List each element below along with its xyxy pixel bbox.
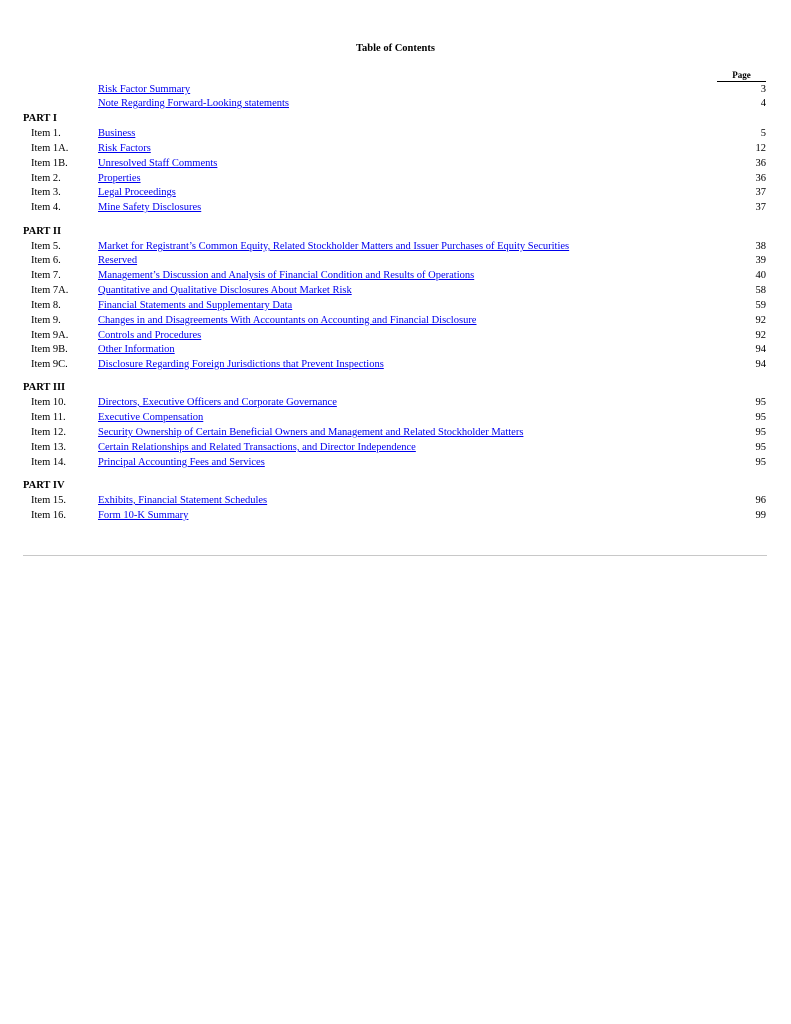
toc-page-number: 95 xyxy=(755,412,766,423)
toc-link[interactable]: Principal Accounting Fees and Services xyxy=(98,457,265,468)
item-number: Item 1B. xyxy=(31,158,68,169)
toc-row xyxy=(0,201,791,215)
item-number: Item 1A. xyxy=(31,143,69,154)
item-number: Item 5. xyxy=(31,241,61,252)
toc-page-number: 92 xyxy=(755,330,766,341)
item-number: Item 9B. xyxy=(31,344,68,355)
toc-row xyxy=(0,426,791,440)
toc-link[interactable]: Mine Safety Disclosures xyxy=(98,202,202,213)
toc-link-risk-factor-summary[interactable]: Risk Factor Summary xyxy=(98,84,191,95)
toc-row xyxy=(0,269,791,283)
toc-row xyxy=(0,509,791,523)
toc-page-number: 36 xyxy=(755,173,766,184)
toc-page-number: 95 xyxy=(755,397,766,408)
toc-link[interactable]: Market for Registrant’s Common Equity, Related Stockholder Matters and Issuer Purchases of Equity Securities xyxy=(98,241,570,252)
toc-page-number: 96 xyxy=(755,495,766,506)
item-number: Item 1. xyxy=(31,128,61,139)
toc-row xyxy=(0,186,791,200)
toc-row xyxy=(0,254,791,268)
toc-link-forward-looking[interactable]: Note Regarding Forward-Looking statements xyxy=(98,98,289,109)
toc-link[interactable]: Executive Compensation xyxy=(98,412,204,423)
toc-page-number: 4 xyxy=(760,98,766,109)
toc-row xyxy=(0,127,791,141)
item-number: Item 12. xyxy=(31,427,66,438)
item-number: Item 15. xyxy=(31,495,66,506)
toc-page-number: 95 xyxy=(755,457,766,468)
page-divider xyxy=(23,555,767,556)
item-number: Item 7A. xyxy=(31,285,69,296)
toc-link[interactable]: Directors, Executive Officers and Corporate Governance xyxy=(98,397,337,408)
toc-link[interactable]: Exhibits, Financial Statement Schedules xyxy=(98,495,268,506)
item-number: Item 9C. xyxy=(31,359,68,370)
toc-row xyxy=(0,83,791,97)
toc-link[interactable]: Reserved xyxy=(98,255,138,266)
item-number: Item 4. xyxy=(31,202,61,213)
page-title: Table of Contents xyxy=(356,43,435,54)
toc-row xyxy=(0,314,791,328)
toc-row xyxy=(0,240,791,254)
toc-row xyxy=(0,172,791,186)
item-number: Item 3. xyxy=(31,187,61,198)
toc-row xyxy=(0,358,791,372)
toc-link[interactable]: Disclosure Regarding Foreign Jurisdictions that Prevent Inspections xyxy=(98,359,384,370)
toc-page-number: 92 xyxy=(755,315,766,326)
item-number: Item 9. xyxy=(31,315,61,326)
part-heading: PART I xyxy=(23,113,57,124)
toc-link[interactable]: Security Ownership of Certain Beneficial Owners and Management and Related Stockholder Matters xyxy=(98,427,524,438)
toc-row xyxy=(0,284,791,298)
toc-row xyxy=(0,494,791,508)
toc-row xyxy=(0,396,791,410)
toc-page-number: 40 xyxy=(755,270,766,281)
item-number: Item 16. xyxy=(31,510,66,521)
toc-page-number: 36 xyxy=(755,158,766,169)
part-heading: PART III xyxy=(23,382,66,393)
toc-page-number: 58 xyxy=(755,285,766,296)
part-heading: PART IV xyxy=(23,480,65,491)
toc-link[interactable]: Business xyxy=(98,128,136,139)
toc-page-number: 95 xyxy=(755,442,766,453)
toc-row xyxy=(0,456,791,470)
toc-page-number: 39 xyxy=(755,255,766,266)
toc-page-number: 59 xyxy=(755,300,766,311)
toc-link[interactable]: Changes in and Disagreements With Accountants on Accounting and Financial Disclosure xyxy=(98,315,477,326)
item-number: Item 6. xyxy=(31,255,61,266)
item-number: Item 7. xyxy=(31,270,61,281)
toc-page-number: 94 xyxy=(755,359,766,370)
toc-row xyxy=(0,142,791,156)
toc-link[interactable]: Unresolved Staff Comments xyxy=(98,158,218,169)
toc-link[interactable]: Certain Relationships and Related Transactions, and Director Independence xyxy=(98,442,416,453)
toc-link[interactable]: Financial Statements and Supplementary Data xyxy=(98,300,293,311)
toc-row xyxy=(0,441,791,455)
toc-link[interactable]: Quantitative and Qualitative Disclosures About Market Risk xyxy=(98,285,352,296)
page-column-header: Page xyxy=(717,70,766,82)
item-number: Item 14. xyxy=(31,457,66,468)
toc-link[interactable]: Properties xyxy=(98,173,141,184)
part-heading: PART II xyxy=(23,226,62,237)
toc-row xyxy=(0,299,791,313)
item-number: Item 10. xyxy=(31,397,66,408)
toc-row xyxy=(0,329,791,343)
item-number: Item 13. xyxy=(31,442,66,453)
toc-page-number: 94 xyxy=(755,344,766,355)
item-number: Item 11. xyxy=(31,412,66,423)
toc-page-number: 37 xyxy=(755,187,766,198)
toc-page-number: 37 xyxy=(755,202,766,213)
toc-page-number: 5 xyxy=(760,128,766,139)
toc-link[interactable]: Controls and Procedures xyxy=(98,330,202,341)
toc-row xyxy=(0,157,791,171)
item-number: Item 9A. xyxy=(31,330,69,341)
toc-row xyxy=(0,343,791,357)
toc-link[interactable]: Form 10-K Summary xyxy=(98,510,189,521)
toc-link[interactable]: Management’s Discussion and Analysis of Financial Condition and Results of Operations xyxy=(98,270,475,281)
item-number: Item 2. xyxy=(31,173,61,184)
toc-row xyxy=(0,411,791,425)
toc-page-number: 38 xyxy=(755,241,766,252)
toc-link[interactable]: Risk Factors xyxy=(98,143,151,154)
toc-page-number: 95 xyxy=(755,427,766,438)
item-number: Item 8. xyxy=(31,300,61,311)
toc-row xyxy=(0,97,791,111)
toc-link[interactable]: Legal Proceedings xyxy=(98,187,176,198)
toc-page-number: 99 xyxy=(755,510,766,521)
toc-page-number: 12 xyxy=(755,143,766,154)
toc-link[interactable]: Other Information xyxy=(98,344,175,355)
toc-page-number: 3 xyxy=(760,84,766,95)
